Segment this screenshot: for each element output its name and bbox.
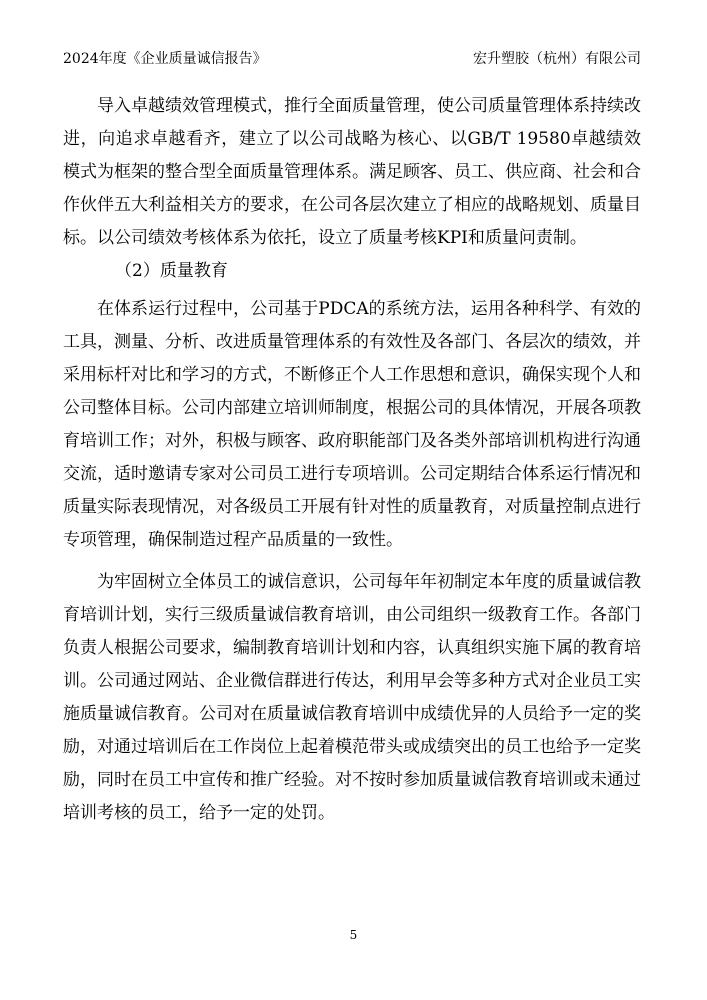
document-body [63,90,641,830]
section-heading-quality-education: （2）质量教育 [115,261,228,281]
company-name: 宏升塑胶（杭州）有限公司 [473,51,641,67]
page-number: 5 [349,928,358,942]
report-title: 2024年度《企业质量诚信报告》 [63,51,267,67]
paragraph-integrity-training: 为牢固树立全体员工的诚信意识，公司每年年初制定本年度的质量诚信教育培训计划，实行三级质量诚信教育培训，由公司组织一级教育工作。各部门负责人根据公司要求，编制教育培训计划和内容，认真组织实施下属的教育培训。公司通过网站、企业微信群进行传达，利用早会等多种方式对企业员工实施质量诚信教育。公司对在质量诚信教育培训中成绩优异的人员给予一定的奖励，对通过培训后在工作岗位上起着模范带头或成绩突出的员工也给予一定奖励，同时在员工中宣传和推广经验。对不按时参加质量诚信教育培训或未通过培训考核的员工，给予一定的处罚。 [63,572,641,823]
paragraph-quality-management: 导入卓越绩效管理模式，推行全面质量管理，使公司质量管理体系持续改进，向追求卓越看齐，建立了以公司战略为核心、以GB/T 19580卓越绩效模式为框架的整合型全面质量管理体系。满足顾客、员工、供应商、社会和合作伙伴五大利益相关方的要求，在公司各层次建立了相应的战略规划、质量目标。以公司绩效考核体系为依托，设立了质量考核KPI和质量问责制。 [63,96,641,248]
page-header [63,48,641,70]
paragraph-system-operation: 在体系运行过程中，公司基于PDCA的系统方法，运用各种科学、有效的工具，测量、分析、改进质量管理体系的有效性及各部门、各层次的绩效，并采用标杆对比和学习的方式，不断修正个人工作思想和意识，确保实现个人和公司整体目标。公司内部建立培训师制度，根据公司的具体情况，开展各项教育培训工作；对外，积极与顾客、政府职能部门及各类外部培训机构进行沟通交流，适时邀请专家对公司员工进行专项培训。公司定期结合体系运行情况和质量实际表现情况，对各级员工开展有针对性的质量教育，对质量控制点进行专项管理，确保制造过程产品质量的一致性。 [63,299,641,550]
